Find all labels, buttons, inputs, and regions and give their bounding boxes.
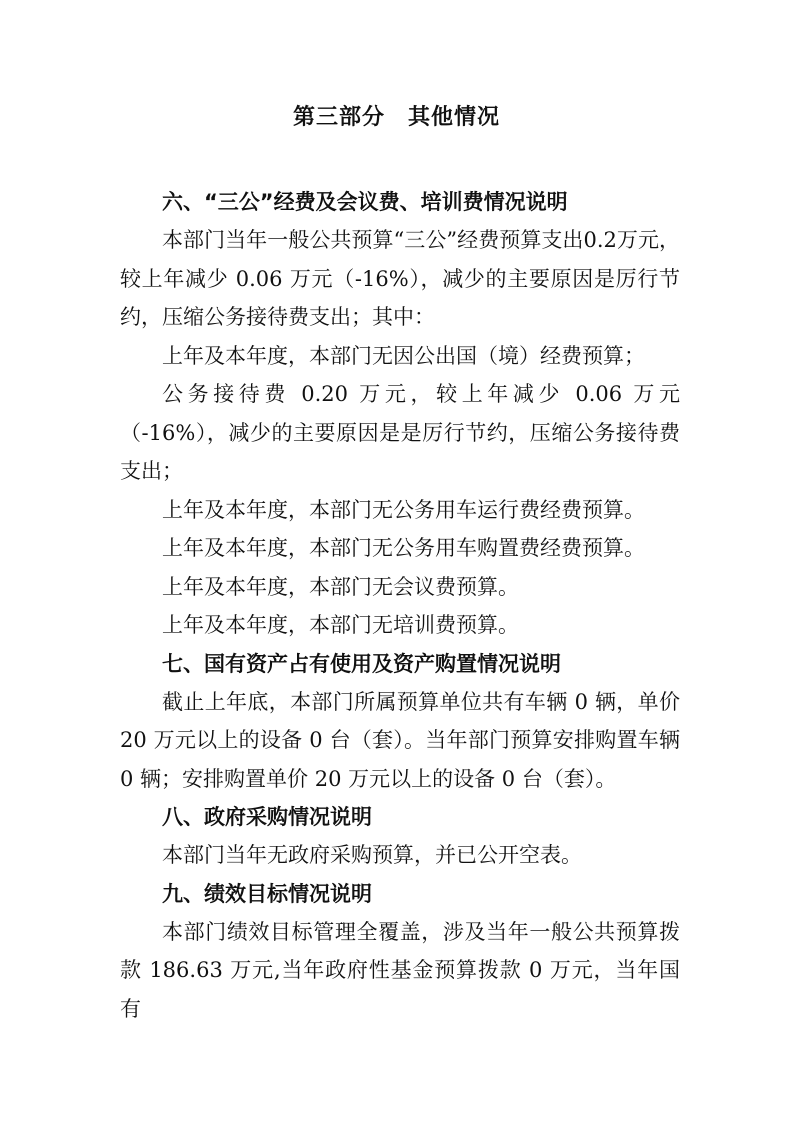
section-6-paragraph-1: 本部门当年一般公共预算“三公”经费预算支出0.2万元，较上年减少 0.06 万元（-16%），减少的主要原因是厉行节约，压缩公务接待费支出；其中： [120,228,680,329]
section-6-paragraph-3: 公务接待费 0.20 万元，较上年减少 0.06 万元（-16%），减少的主要原因是是厉行节约，压缩公务接待费支出； [120,382,680,483]
section-6-paragraph-6: 上年及本年度，本部门无会议费预算。 [162,574,519,599]
section-9-paragraph-1: 本部门绩效目标管理全覆盖，涉及当年一般公共预算拨款 186.63 万元,当年政府性基金预算拨款 0 万元，当年国有 [120,919,680,1021]
section-heading-9: 九、绩效目标情况说明 [162,881,372,906]
section-6-paragraph-7: 上年及本年度，本部门无培训费预算。 [162,613,519,637]
page-title: 第三部分 其他情况 [292,105,500,130]
document-body [120,183,680,1028]
section-6-paragraph-4: 上年及本年度，本部门无公务用车运行费经费预算。 [162,497,645,522]
section-6-paragraph-5: 上年及本年度，本部门无公务用车购置费经费预算。 [162,536,645,560]
section-7-paragraph-1: 截止上年底，本部门所属预算单位共有车辆 0 辆，单价 20 万元以上的设备 0 台（套）。当年部门预算安排购置车辆 0 辆；安排购置单价 20 万元以上的设备 0 台（套）。 [120,689,680,791]
section-heading-7: 七、国有资产占有使用及资产购置情况说明 [162,651,561,676]
section-8-paragraph-1: 本部门当年无政府采购预算，并已公开空表。 [162,843,582,867]
section-heading-8: 八、政府采购情况说明 [162,805,372,829]
section-6-paragraph-2: 上年及本年度，本部门无因公出国（境）经费预算； [162,343,645,368]
section-heading-6: 六、“三公”经费及会议费、培训费情况说明 [162,190,568,214]
